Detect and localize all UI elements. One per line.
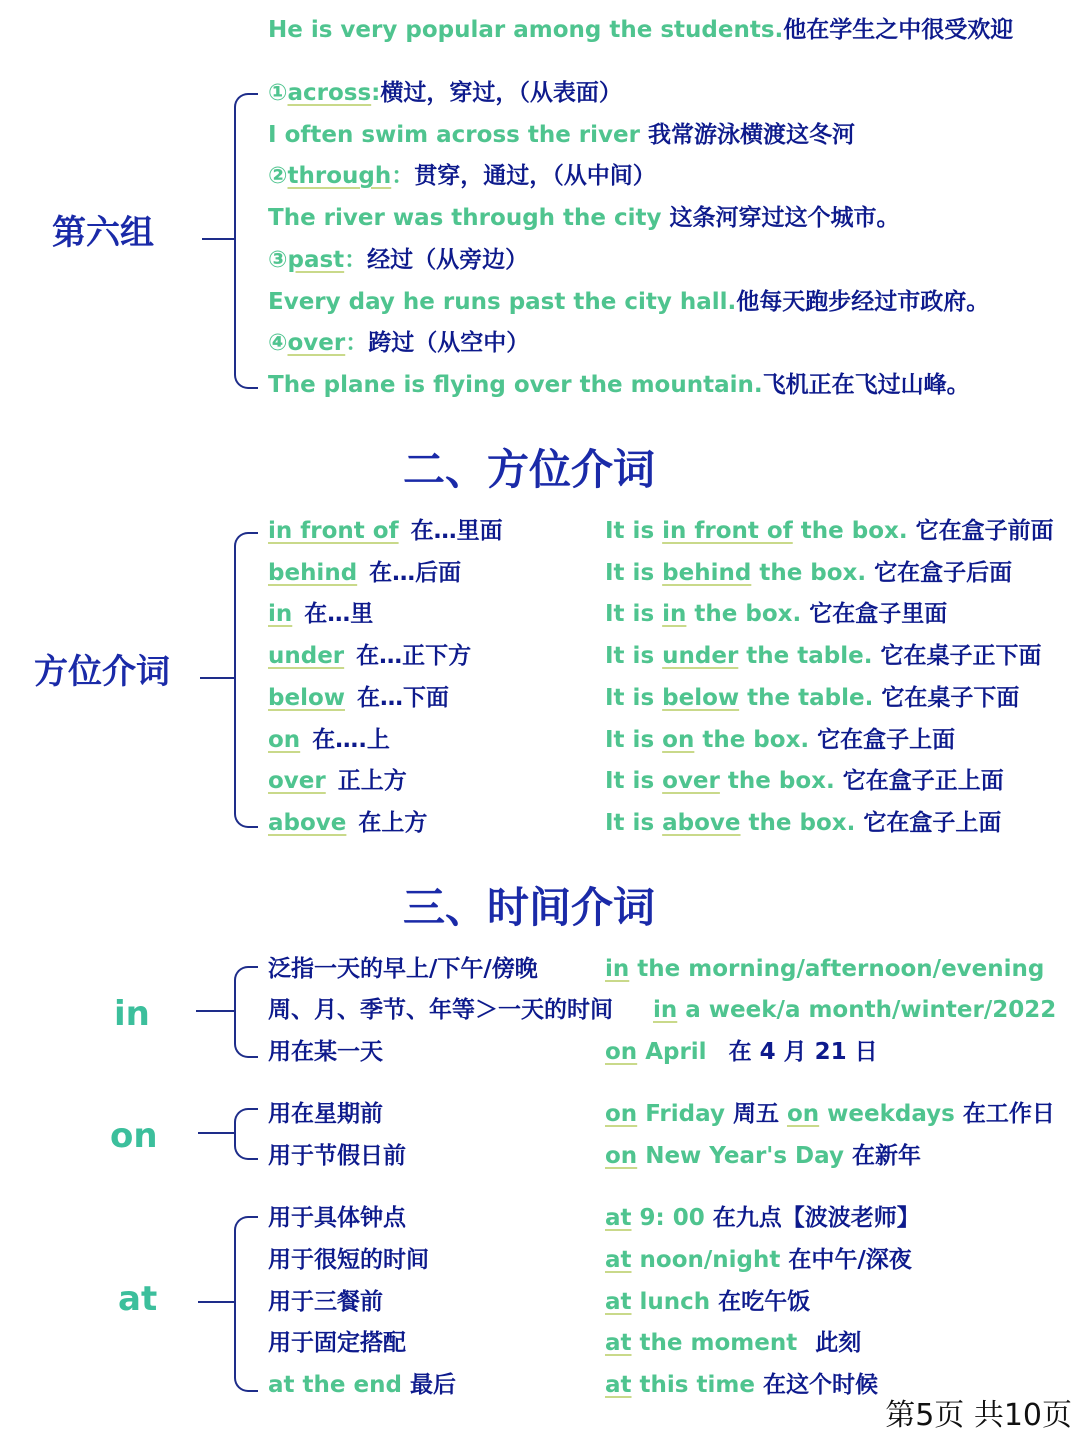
at-group-label: at xyxy=(118,1279,158,1319)
example-english: He is very popular among the students. xyxy=(268,17,784,43)
preposition-row xyxy=(268,766,407,796)
example-key: on xyxy=(662,727,695,753)
example-chinese: 他在学生之中很受欢迎 xyxy=(783,17,1014,43)
example-chinese: 在吃午饭 xyxy=(718,1289,811,1315)
at-example-row xyxy=(605,1245,912,1275)
rule-text: 用于具体钟点 xyxy=(268,1205,406,1231)
preposition-example xyxy=(605,725,955,755)
rule-english: at the end xyxy=(268,1372,410,1398)
section2-title: 二、方位介词 xyxy=(403,445,656,494)
preposition-example xyxy=(605,516,1054,546)
at-rule-row xyxy=(268,1203,406,1233)
on-rule-row xyxy=(268,1099,383,1129)
at-group-brace-tick xyxy=(198,1301,234,1303)
preposition-meaning: 在…下面 xyxy=(357,685,449,711)
in-rule-row xyxy=(268,954,538,984)
example-suffix: the box. xyxy=(694,727,818,753)
rule-text: 用于节假日前 xyxy=(268,1143,406,1169)
preposition-meaning: 在…里 xyxy=(304,601,374,627)
group6-item-over xyxy=(268,328,529,358)
preposition: on xyxy=(605,1039,638,1065)
example-english: a week/a month/winter/2022 xyxy=(677,997,1057,1023)
preposition-example xyxy=(605,808,1001,838)
example-chinese: 在这个时候 xyxy=(762,1372,878,1398)
group6-example-across xyxy=(268,120,855,150)
preposition-meaning: 在….上 xyxy=(312,727,390,753)
example-chinese: 飞机正在飞过山峰。 xyxy=(762,372,970,398)
preposition-word: below xyxy=(268,685,345,711)
at-example-row xyxy=(605,1287,810,1317)
item-number: ② xyxy=(268,163,288,189)
preposition-example xyxy=(605,558,1012,588)
example-prefix: It is xyxy=(605,727,663,753)
section2-brace xyxy=(234,532,258,828)
example-key: below xyxy=(662,685,740,711)
example-suffix: the box. xyxy=(719,768,843,794)
preposition: at xyxy=(605,1247,632,1273)
in-rule-row xyxy=(268,995,613,1025)
preposition-row xyxy=(268,641,471,671)
example-english: Friday xyxy=(637,1101,733,1127)
in-example-row xyxy=(653,995,1056,1025)
example-chinese: 它在盒子正上面 xyxy=(842,768,1004,794)
example-chinese: 此刻 xyxy=(815,1330,862,1356)
example-chinese: 它在盒子前面 xyxy=(915,518,1054,544)
example-english: The plane is flying over the mountain. xyxy=(268,372,763,398)
on-group-label: on xyxy=(110,1116,158,1156)
preposition-row xyxy=(268,808,427,838)
example-key: over xyxy=(662,768,720,794)
example-chinese: 这条河穿过这个城市。 xyxy=(669,205,900,231)
rule-text: 泛指一天的早上/下午/傍晚 xyxy=(268,956,538,982)
item-separator: ： xyxy=(344,247,368,273)
example-english: lunch xyxy=(631,1289,719,1315)
in-group-brace xyxy=(234,966,258,1058)
at-example-row xyxy=(605,1203,920,1233)
on-group-brace xyxy=(234,1108,258,1160)
preposition-word: over xyxy=(268,768,326,794)
preposition-row xyxy=(268,725,390,755)
preposition: at xyxy=(605,1330,632,1356)
example-english: 9: 00 xyxy=(631,1205,713,1231)
preposition-row xyxy=(268,599,373,629)
group6-item-across xyxy=(268,78,622,108)
group6-example-past xyxy=(268,287,989,317)
rule-text: 用在某一天 xyxy=(268,1039,383,1065)
example-chinese: 在新年 xyxy=(851,1143,921,1169)
example-chinese: 他每天跑步经过市政府。 xyxy=(736,289,990,315)
preposition: on xyxy=(605,1143,638,1169)
at-rule-row xyxy=(268,1328,406,1358)
preposition: in xyxy=(653,997,678,1023)
preposition-word: behind xyxy=(268,560,358,586)
at-group-brace xyxy=(234,1216,258,1392)
example-suffix: the table. xyxy=(739,685,882,711)
rule-text: 最后 xyxy=(409,1372,456,1398)
example-english: April xyxy=(637,1039,715,1065)
example-english: I often swim across the river xyxy=(268,122,648,148)
item-word: over xyxy=(287,330,346,356)
group6-label: 第六组 xyxy=(52,213,154,253)
example-chinese: 它在桌子下面 xyxy=(881,685,1020,711)
rule-text: 用于三餐前 xyxy=(268,1289,383,1315)
example-english: noon/night xyxy=(631,1247,789,1273)
example-suffix: the box. xyxy=(751,560,875,586)
item-word: past xyxy=(287,247,345,273)
group6-example-through xyxy=(268,203,900,233)
example-english: this time xyxy=(631,1372,763,1398)
preposition-meaning: 在…里面 xyxy=(410,518,503,544)
example-key: in xyxy=(662,601,687,627)
example-suffix: the box. xyxy=(740,810,864,836)
in-example-row xyxy=(605,954,1044,984)
preposition: on xyxy=(786,1101,820,1127)
example-chinese: 它在桌子正下面 xyxy=(880,643,1042,669)
section2-brace-tick xyxy=(200,677,234,679)
example-chinese: 周五 xyxy=(732,1101,779,1127)
item-number: ③ xyxy=(268,247,288,273)
group6-item-past xyxy=(268,245,528,275)
at-rule-row xyxy=(268,1370,456,1400)
preposition-word: in xyxy=(268,601,293,627)
preposition-row xyxy=(268,683,449,713)
example-key: in front of xyxy=(662,518,793,544)
preposition-example xyxy=(605,641,1042,671)
preposition: on xyxy=(605,1101,638,1127)
example-prefix: It is xyxy=(605,601,663,627)
preposition-meaning: 在上方 xyxy=(358,810,428,836)
preposition-word: on xyxy=(268,727,301,753)
in-example-row xyxy=(605,1037,878,1067)
example-chinese: 在工作日 xyxy=(962,1101,1055,1127)
preposition-example xyxy=(605,599,947,629)
preposition: in xyxy=(605,956,630,982)
in-rule-row xyxy=(268,1037,383,1067)
preposition: at xyxy=(605,1289,632,1315)
item-word: through xyxy=(287,163,392,189)
example-prefix: It is xyxy=(605,685,663,711)
preposition: at xyxy=(605,1205,632,1231)
example-chinese: 在九点【波波老师】 xyxy=(712,1205,920,1231)
item-separator: ： xyxy=(345,330,369,356)
at-rule-row xyxy=(268,1287,383,1317)
preposition-row xyxy=(268,516,503,546)
section3-title: 三、时间介词 xyxy=(403,883,656,932)
example-prefix: It is xyxy=(605,810,663,836)
in-group-label: in xyxy=(114,994,150,1034)
rule-text: 用于很短的时间 xyxy=(268,1247,429,1273)
group6-brace-tick xyxy=(202,238,234,240)
example-key: above xyxy=(662,810,741,836)
on-example-row xyxy=(605,1099,1055,1129)
item-word: across xyxy=(287,80,372,106)
item-separator: ： xyxy=(391,163,415,189)
example-suffix: the table. xyxy=(738,643,881,669)
rule-text: 用在星期前 xyxy=(268,1101,383,1127)
preposition-word: under xyxy=(268,643,345,669)
preposition-meaning: 在…正下方 xyxy=(356,643,472,669)
item-number: ④ xyxy=(268,330,288,356)
example-prefix: It is xyxy=(605,560,663,586)
group6-brace xyxy=(234,93,258,389)
preposition-word: above xyxy=(268,810,347,836)
group6-example-over xyxy=(268,370,970,400)
preposition-word: in front of xyxy=(268,518,399,544)
page-number: 第5页 共10页 xyxy=(885,1398,1072,1433)
example-chinese: 在中午/深夜 xyxy=(788,1247,912,1273)
item-separator: : xyxy=(371,80,381,106)
at-example-row xyxy=(605,1328,861,1358)
example-suffix: the box. xyxy=(792,518,916,544)
example-prefix: It is xyxy=(605,643,663,669)
example-english: Every day he runs past the city hall. xyxy=(268,289,737,315)
in-group-brace-tick xyxy=(196,1010,234,1012)
preposition: at xyxy=(605,1372,632,1398)
at-rule-row xyxy=(268,1245,429,1275)
example-key: under xyxy=(662,643,739,669)
preposition-meaning: 正上方 xyxy=(337,768,407,794)
preposition-meaning: 在…后面 xyxy=(369,560,462,586)
preposition-row xyxy=(268,558,461,588)
item-meaning: 跨过（从空中） xyxy=(368,330,530,356)
top-example-line xyxy=(268,15,1013,45)
item-number: ① xyxy=(268,80,288,106)
example-chinese: 它在盒子后面 xyxy=(874,560,1013,586)
example-chinese: 它在盒子上面 xyxy=(863,810,1002,836)
example-english: New Year's Day xyxy=(637,1143,852,1169)
example-english: the moment xyxy=(631,1330,806,1356)
rule-text: 周、月、季节、年等＞一天的时间 xyxy=(268,997,613,1023)
example-chinese: 在 4 月 21 日 xyxy=(728,1039,878,1065)
group6-item-through xyxy=(268,161,656,191)
example-english: the morning/afternoon/evening xyxy=(629,956,1045,982)
preposition-example xyxy=(605,683,1019,713)
at-example-row xyxy=(605,1370,878,1400)
example-chinese: 我常游泳横渡这冬河 xyxy=(647,122,855,148)
example-prefix: It is xyxy=(605,768,663,794)
item-meaning: 横过，穿过，（从表面） xyxy=(380,80,622,106)
on-example-row xyxy=(605,1141,921,1171)
on-group-brace-tick xyxy=(198,1132,234,1134)
example-prefix: It is xyxy=(605,518,663,544)
example-key: behind xyxy=(662,560,752,586)
item-meaning: 贯穿，通过，（从中间） xyxy=(414,163,656,189)
example-chinese: 它在盒子上面 xyxy=(817,727,956,753)
example-chinese: 它在盒子里面 xyxy=(809,601,948,627)
example-suffix: the box. xyxy=(686,601,810,627)
example-english: The river was through the city xyxy=(268,205,670,231)
rule-text: 用于固定搭配 xyxy=(268,1330,406,1356)
item-meaning: 经过（从旁边） xyxy=(367,247,529,273)
preposition-example xyxy=(605,766,1004,796)
example-english: weekdays xyxy=(819,1101,963,1127)
section2-group-label: 方位介词 xyxy=(34,652,170,692)
on-rule-row xyxy=(268,1141,406,1171)
